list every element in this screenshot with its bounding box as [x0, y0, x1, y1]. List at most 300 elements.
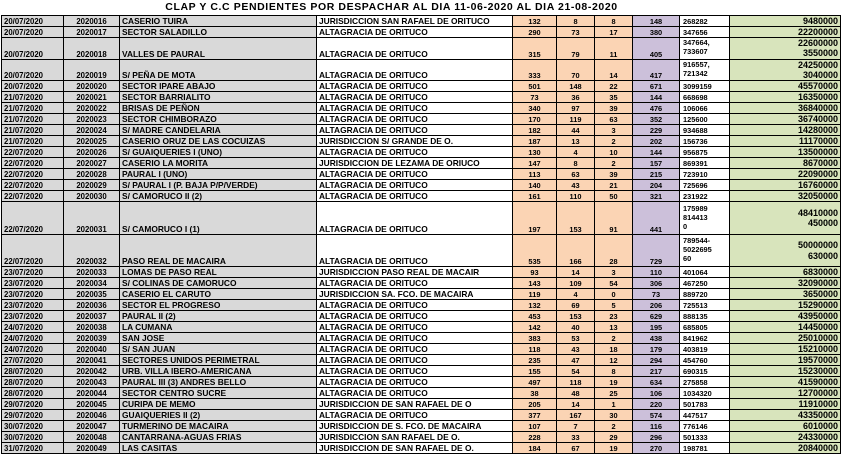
code-cell: 2020047: [64, 421, 120, 432]
name-cell: TURMERINO DE MACAIRA: [120, 421, 317, 432]
jurisdiction-cell: JURISDICCION DE SAN RAFAEL DE O.: [317, 443, 513, 454]
total-cell: 195: [633, 322, 680, 333]
code-cell: 2020042: [64, 366, 120, 377]
jurisdiction-cell: ALTAGRACIA DE ORITUCO: [317, 234, 513, 267]
total-cell: 110: [633, 267, 680, 278]
jurisdiction-cell: ALTAGRACIA DE ORITUCO: [317, 92, 513, 103]
qty3-cell: 2: [595, 333, 633, 344]
qty2-cell: 67: [557, 443, 595, 454]
qty2-cell: 167: [557, 410, 595, 421]
name-cell: S/ PAURAL I (P. BAJA P/P/VERDE): [120, 180, 317, 191]
date-cell: 30/07/2020: [2, 421, 64, 432]
table-row: [2, 147, 841, 158]
reference-cell: 934688: [680, 125, 730, 136]
total-cell: 634: [633, 377, 680, 388]
table-row: [2, 125, 841, 136]
name-cell: CASERIO LA MORITA: [120, 158, 317, 169]
qty2-cell: 43: [557, 344, 595, 355]
table-row: [2, 355, 841, 366]
qty2-cell: 73: [557, 27, 595, 38]
qty1-cell: 501: [513, 81, 557, 92]
total-cell: 106: [633, 388, 680, 399]
qty2-cell: 118: [557, 377, 595, 388]
qty3-cell: 13: [595, 322, 633, 333]
date-cell: 24/07/2020: [2, 344, 64, 355]
jurisdiction-cell: ALTAGRACIA DE ORITUCO: [317, 202, 513, 235]
code-cell: 2020043: [64, 377, 120, 388]
total-cell: 229: [633, 125, 680, 136]
code-cell: 2020023: [64, 114, 120, 125]
code-cell: 2020040: [64, 344, 120, 355]
total-cell: 144: [633, 92, 680, 103]
qty2-cell: 43: [557, 180, 595, 191]
qty2-cell: 53: [557, 333, 595, 344]
reference-cell: 156736: [680, 136, 730, 147]
qty1-cell: 155: [513, 366, 557, 377]
name-cell: LA CUMANA: [120, 322, 317, 333]
date-cell: 22/07/2020: [2, 234, 64, 267]
qty3-cell: 8: [595, 16, 633, 27]
reference-cell: 275858: [680, 377, 730, 388]
date-cell: 23/07/2020: [2, 300, 64, 311]
amount-cell: 6830000: [730, 267, 841, 278]
code-cell: 2020039: [64, 333, 120, 344]
date-cell: 21/07/2020: [2, 125, 64, 136]
name-cell: PASO REAL DE MACAIRA: [120, 234, 317, 267]
table-row: [2, 180, 841, 191]
qty1-cell: 235: [513, 355, 557, 366]
reference-cell: 231922: [680, 191, 730, 202]
date-cell: 28/07/2020: [2, 377, 64, 388]
amount-cell: 15210000: [730, 344, 841, 355]
reference-cell: 467250: [680, 278, 730, 289]
code-cell: 2020037: [64, 311, 120, 322]
qty3-cell: 63: [595, 114, 633, 125]
amount-cell: 14280000: [730, 125, 841, 136]
qty1-cell: 205: [513, 399, 557, 410]
table-row: [2, 158, 841, 169]
date-cell: 22/07/2020: [2, 180, 64, 191]
jurisdiction-cell: ALTAGRACIA DE ORITUCO: [317, 81, 513, 92]
total-cell: 73: [633, 289, 680, 300]
qty2-cell: 14: [557, 267, 595, 278]
total-cell: 380: [633, 27, 680, 38]
qty1-cell: 333: [513, 59, 557, 81]
table-row: [2, 81, 841, 92]
table-body: [2, 16, 841, 454]
total-cell: 157: [633, 158, 680, 169]
qty2-cell: 119: [557, 114, 595, 125]
name-cell: S/ PEÑA DE MOTA: [120, 59, 317, 81]
name-cell: CANTARRANA-AGUAS FRIAS: [120, 432, 317, 443]
qty1-cell: 535: [513, 234, 557, 267]
code-cell: 2020034: [64, 278, 120, 289]
date-cell: 20/07/2020: [2, 81, 64, 92]
date-cell: 21/07/2020: [2, 114, 64, 125]
name-cell: SECTOR BARRIALITO: [120, 92, 317, 103]
date-cell: 27/07/2020: [2, 355, 64, 366]
qty3-cell: 2: [595, 136, 633, 147]
qty2-cell: 7: [557, 421, 595, 432]
date-cell: 22/07/2020: [2, 202, 64, 235]
qty1-cell: 140: [513, 180, 557, 191]
qty3-cell: 35: [595, 92, 633, 103]
name-cell: SAN JOSE: [120, 333, 317, 344]
jurisdiction-cell: ALTAGRACIA DE ORITUCO: [317, 410, 513, 421]
amount-cell: 43950000: [730, 311, 841, 322]
amount-cell: 19570000: [730, 355, 841, 366]
total-cell: 204: [633, 180, 680, 191]
name-cell: S/ SAN JUAN: [120, 344, 317, 355]
amount-cell: 50000000 630000: [730, 234, 841, 267]
qty1-cell: 143: [513, 278, 557, 289]
qty1-cell: 118: [513, 344, 557, 355]
qty2-cell: 4: [557, 289, 595, 300]
name-cell: PAURAL II (2): [120, 311, 317, 322]
reference-cell: 869391: [680, 158, 730, 169]
table-row: [2, 443, 841, 454]
total-cell: 206: [633, 300, 680, 311]
name-cell: S/ MADRE CANDELARIA: [120, 125, 317, 136]
jurisdiction-cell: ALTAGRACIA DE ORITUCO: [317, 322, 513, 333]
qty1-cell: 161: [513, 191, 557, 202]
qty1-cell: 130: [513, 147, 557, 158]
qty2-cell: 33: [557, 432, 595, 443]
total-cell: 270: [633, 443, 680, 454]
code-cell: 2020026: [64, 147, 120, 158]
date-cell: 28/07/2020: [2, 366, 64, 377]
qty2-cell: 153: [557, 202, 595, 235]
date-cell: 29/07/2020: [2, 410, 64, 421]
code-cell: 2020046: [64, 410, 120, 421]
date-cell: 20/07/2020: [2, 59, 64, 81]
jurisdiction-cell: ALTAGRACIA DE ORITUCO: [317, 311, 513, 322]
date-cell: 23/07/2020: [2, 278, 64, 289]
amount-cell: 6010000: [730, 421, 841, 432]
code-cell: 2020017: [64, 27, 120, 38]
table-row: [2, 191, 841, 202]
date-cell: 23/07/2020: [2, 289, 64, 300]
qty3-cell: 2: [595, 158, 633, 169]
qty3-cell: 11: [595, 38, 633, 60]
code-cell: 2020048: [64, 432, 120, 443]
reference-cell: 347664, 733607: [680, 38, 730, 60]
reference-cell: 403819: [680, 344, 730, 355]
code-cell: 2020019: [64, 59, 120, 81]
table-row: [2, 410, 841, 421]
code-cell: 2020030: [64, 191, 120, 202]
name-cell: LAS CASITAS: [120, 443, 317, 454]
reference-cell: 268282: [680, 16, 730, 27]
code-cell: 2020041: [64, 355, 120, 366]
date-cell: 30/07/2020: [2, 432, 64, 443]
table-row: [2, 311, 841, 322]
qty1-cell: 132: [513, 300, 557, 311]
table-row: [2, 114, 841, 125]
jurisdiction-cell: ALTAGRACIA DE ORITUCO: [317, 169, 513, 180]
code-cell: 2020016: [64, 16, 120, 27]
reference-cell: 776146: [680, 421, 730, 432]
qty3-cell: 18: [595, 344, 633, 355]
reference-cell: 888135: [680, 311, 730, 322]
jurisdiction-cell: JURISDICCION S/ GRANDE DE O.: [317, 136, 513, 147]
total-cell: 294: [633, 355, 680, 366]
date-cell: 21/07/2020: [2, 103, 64, 114]
name-cell: SECTOR CHIMBORAZO: [120, 114, 317, 125]
name-cell: SECTOR IPARE ABAJO: [120, 81, 317, 92]
jurisdiction-cell: ALTAGRACIA DE ORITUCO: [317, 191, 513, 202]
qty3-cell: 19: [595, 377, 633, 388]
qty3-cell: 17: [595, 27, 633, 38]
clap-table: [1, 15, 841, 454]
amount-cell: 22600000 3550000: [730, 38, 841, 60]
total-cell: 306: [633, 278, 680, 289]
table-row: [2, 333, 841, 344]
qty3-cell: 2: [595, 421, 633, 432]
table-row: [2, 267, 841, 278]
qty3-cell: 10: [595, 147, 633, 158]
code-cell: 2020025: [64, 136, 120, 147]
date-cell: 20/07/2020: [2, 38, 64, 60]
qty2-cell: 44: [557, 125, 595, 136]
amount-cell: 12700000: [730, 388, 841, 399]
qty2-cell: 63: [557, 169, 595, 180]
code-cell: 2020033: [64, 267, 120, 278]
qty3-cell: 5: [595, 300, 633, 311]
amount-cell: 24250000 3040000: [730, 59, 841, 81]
name-cell: CASERIO TUIRA: [120, 16, 317, 27]
jurisdiction-cell: JURISDICCION SAN RAFAEL DE O.: [317, 432, 513, 443]
reference-cell: 198781: [680, 443, 730, 454]
date-cell: 24/07/2020: [2, 333, 64, 344]
total-cell: 405: [633, 38, 680, 60]
total-cell: 202: [633, 136, 680, 147]
qty2-cell: 110: [557, 191, 595, 202]
qty3-cell: 30: [595, 410, 633, 421]
jurisdiction-cell: JURISDICCION SAN RAFAEL DE ORITUCO: [317, 16, 513, 27]
amount-cell: 3650000: [730, 289, 841, 300]
table-row: [2, 366, 841, 377]
code-cell: 2020022: [64, 103, 120, 114]
total-cell: 144: [633, 147, 680, 158]
table-row: [2, 202, 841, 235]
qty2-cell: 54: [557, 366, 595, 377]
reference-cell: 685805: [680, 322, 730, 333]
amount-cell: 36840000: [730, 103, 841, 114]
table-row: [2, 234, 841, 267]
table-row: [2, 388, 841, 399]
amount-cell: 13500000: [730, 147, 841, 158]
date-cell: 24/07/2020: [2, 322, 64, 333]
qty2-cell: 14: [557, 399, 595, 410]
qty3-cell: 39: [595, 169, 633, 180]
amount-cell: 43350000: [730, 410, 841, 421]
reference-cell: 789544- 5022695 60: [680, 234, 730, 267]
qty2-cell: 166: [557, 234, 595, 267]
reference-cell: 3099159: [680, 81, 730, 92]
amount-cell: 16760000: [730, 180, 841, 191]
table-row: [2, 27, 841, 38]
qty2-cell: 8: [557, 158, 595, 169]
amount-cell: 14450000: [730, 322, 841, 333]
qty1-cell: 132: [513, 16, 557, 27]
qty1-cell: 38: [513, 388, 557, 399]
qty1-cell: 497: [513, 377, 557, 388]
total-cell: 441: [633, 202, 680, 235]
name-cell: LOMAS DE PASO REAL: [120, 267, 317, 278]
qty3-cell: 14: [595, 59, 633, 81]
jurisdiction-cell: JURISDICCION DE LEZAMA DE ORIUCO: [317, 158, 513, 169]
name-cell: URB. VILLA IBERO-AMERICANA: [120, 366, 317, 377]
date-cell: 22/07/2020: [2, 158, 64, 169]
qty1-cell: 142: [513, 322, 557, 333]
date-cell: 31/07/2020: [2, 443, 64, 454]
date-cell: 20/07/2020: [2, 27, 64, 38]
qty2-cell: 4: [557, 147, 595, 158]
qty1-cell: 290: [513, 27, 557, 38]
qty2-cell: 8: [557, 16, 595, 27]
jurisdiction-cell: JURISDICCION SA. FCO. DE MACAIRA: [317, 289, 513, 300]
jurisdiction-cell: ALTAGRACIA DE ORITUCO: [317, 300, 513, 311]
jurisdiction-cell: ALTAGRACIA DE ORITUCO: [317, 59, 513, 81]
table-row: [2, 278, 841, 289]
report-title: CLAP Y C.C PENDIENTES POR DESPACHAR AL DIA 11-06-2020 AL DIA 21-08-2020: [165, 1, 618, 13]
name-cell: SECTOR SALADILLO: [120, 27, 317, 38]
qty3-cell: 39: [595, 103, 633, 114]
name-cell: GUAIQUERIES II (2): [120, 410, 317, 421]
amount-cell: 25010000: [730, 333, 841, 344]
date-cell: 23/07/2020: [2, 267, 64, 278]
name-cell: SECTORES UNIDOS PERIMETRAL: [120, 355, 317, 366]
reference-cell: 454760: [680, 355, 730, 366]
total-cell: 217: [633, 366, 680, 377]
total-cell: 296: [633, 432, 680, 443]
qty1-cell: 453: [513, 311, 557, 322]
qty1-cell: 187: [513, 136, 557, 147]
reference-cell: 106066: [680, 103, 730, 114]
qty3-cell: 91: [595, 202, 633, 235]
total-cell: 671: [633, 81, 680, 92]
qty2-cell: 47: [557, 355, 595, 366]
amount-cell: 22200000: [730, 27, 841, 38]
date-cell: 21/07/2020: [2, 136, 64, 147]
code-cell: 2020036: [64, 300, 120, 311]
total-cell: 148: [633, 16, 680, 27]
reference-cell: 501333: [680, 432, 730, 443]
amount-cell: 11170000: [730, 136, 841, 147]
reference-cell: 401064: [680, 267, 730, 278]
amount-cell: 32050000: [730, 191, 841, 202]
reference-cell: 723910: [680, 169, 730, 180]
jurisdiction-cell: JURISDICCION PASO REAL DE MACAIR: [317, 267, 513, 278]
qty2-cell: 48: [557, 388, 595, 399]
amount-cell: 11910000: [730, 399, 841, 410]
amount-cell: 8670000: [730, 158, 841, 169]
qty3-cell: 12: [595, 355, 633, 366]
total-cell: 438: [633, 333, 680, 344]
qty3-cell: 28: [595, 234, 633, 267]
jurisdiction-cell: ALTAGRACIA DE ORITUCO: [317, 114, 513, 125]
jurisdiction-cell: ALTAGRACIA DE ORITUCO: [317, 366, 513, 377]
qty3-cell: 1: [595, 399, 633, 410]
total-cell: 417: [633, 59, 680, 81]
total-cell: 179: [633, 344, 680, 355]
table-row: [2, 38, 841, 60]
qty2-cell: 148: [557, 81, 595, 92]
qty1-cell: 340: [513, 103, 557, 114]
qty3-cell: 3: [595, 267, 633, 278]
qty3-cell: 25: [595, 388, 633, 399]
total-cell: 116: [633, 421, 680, 432]
total-cell: 476: [633, 103, 680, 114]
reference-cell: 956875: [680, 147, 730, 158]
name-cell: CURIPA DE MEMO: [120, 399, 317, 410]
qty3-cell: 50: [595, 191, 633, 202]
amount-cell: 24330000: [730, 432, 841, 443]
amount-cell: 15230000: [730, 366, 841, 377]
amount-cell: 48410000 450000: [730, 202, 841, 235]
jurisdiction-cell: ALTAGRACIA DE ORITUCO: [317, 278, 513, 289]
reference-cell: 668698: [680, 92, 730, 103]
qty3-cell: 54: [595, 278, 633, 289]
reference-cell: 725696: [680, 180, 730, 191]
total-cell: 629: [633, 311, 680, 322]
name-cell: S/ CAMORUCO II (2): [120, 191, 317, 202]
code-cell: 2020031: [64, 202, 120, 235]
code-cell: 2020044: [64, 388, 120, 399]
code-cell: 2020027: [64, 158, 120, 169]
code-cell: 2020029: [64, 180, 120, 191]
jurisdiction-cell: ALTAGRACIA DE ORITUCO: [317, 333, 513, 344]
reference-cell: 347656: [680, 27, 730, 38]
qty2-cell: 40: [557, 322, 595, 333]
qty3-cell: 3: [595, 125, 633, 136]
jurisdiction-cell: ALTAGRACIA DE ORITUCO: [317, 388, 513, 399]
qty2-cell: 69: [557, 300, 595, 311]
qty1-cell: 182: [513, 125, 557, 136]
reference-cell: 889720: [680, 289, 730, 300]
total-cell: 729: [633, 234, 680, 267]
name-cell: S/ GUAIQUERIES I (UNO): [120, 147, 317, 158]
qty3-cell: 0: [595, 289, 633, 300]
amount-cell: 22090000: [730, 169, 841, 180]
date-cell: 23/07/2020: [2, 311, 64, 322]
name-cell: BRISAS DE PEÑON: [120, 103, 317, 114]
table-row: [2, 344, 841, 355]
table-row: [2, 322, 841, 333]
qty2-cell: 153: [557, 311, 595, 322]
qty2-cell: 13: [557, 136, 595, 147]
jurisdiction-cell: ALTAGRACIA DE ORITUCO: [317, 125, 513, 136]
code-cell: 2020020: [64, 81, 120, 92]
date-cell: 29/07/2020: [2, 399, 64, 410]
jurisdiction-cell: ALTAGRACIA DE ORITUCO: [317, 355, 513, 366]
name-cell: VALLES DE PAURAL: [120, 38, 317, 60]
name-cell: S/ COLINAS DE CAMORUCO: [120, 278, 317, 289]
code-cell: 2020035: [64, 289, 120, 300]
amount-cell: 16350000: [730, 92, 841, 103]
total-cell: 352: [633, 114, 680, 125]
qty1-cell: 107: [513, 421, 557, 432]
reference-cell: 501783: [680, 399, 730, 410]
name-cell: SECTOR EL PROGRESO: [120, 300, 317, 311]
jurisdiction-cell: JURISDICCION DE S. FCO. DE MACAIRA: [317, 421, 513, 432]
code-cell: 2020024: [64, 125, 120, 136]
qty3-cell: 21: [595, 180, 633, 191]
qty1-cell: 184: [513, 443, 557, 454]
qty1-cell: 93: [513, 267, 557, 278]
name-cell: CASERIO EL CARUTO: [120, 289, 317, 300]
